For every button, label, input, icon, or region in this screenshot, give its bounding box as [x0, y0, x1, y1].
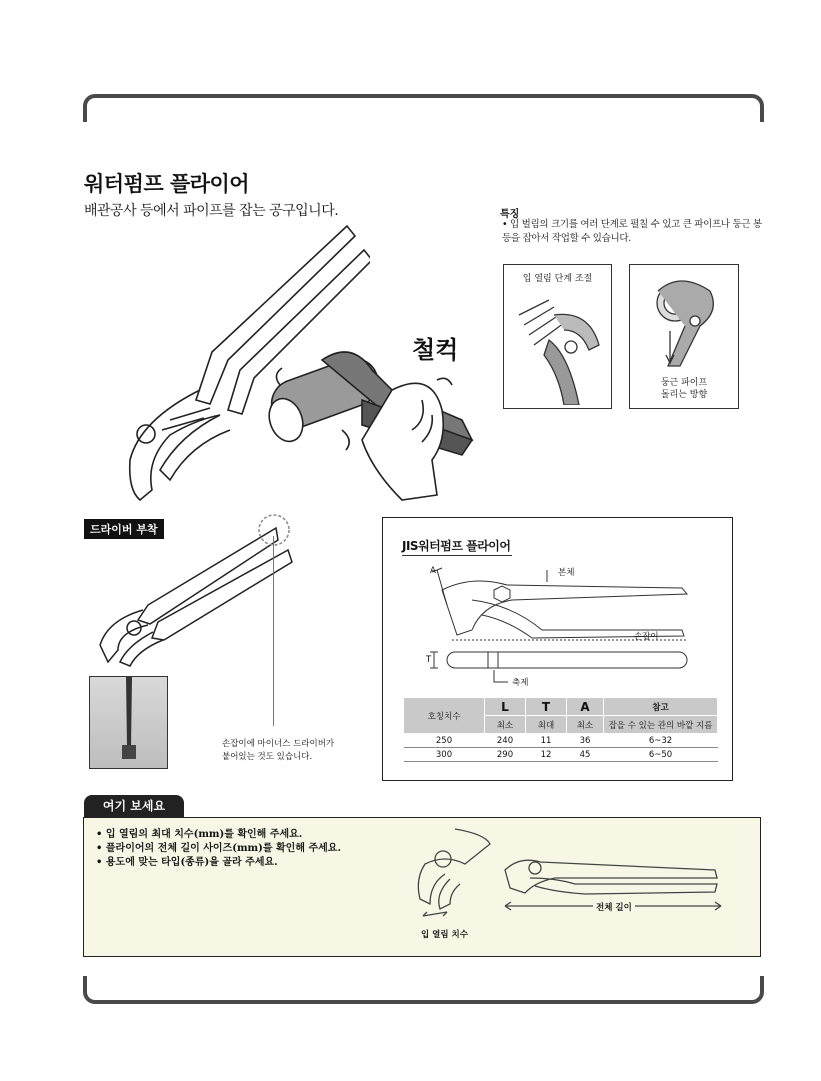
bottom-frame	[83, 976, 764, 1004]
jis-label-a: A	[430, 566, 436, 576]
features-text: • 입 벌림의 크기를 여러 단계로 펼칠 수 있고 큰 파이프나 둥근 봉 등을 잡아서 작업할 수 있습니다.	[502, 219, 762, 244]
mouth-size-label: 입 열림 치수	[421, 930, 468, 940]
col-ref-header: 참고	[604, 698, 718, 716]
driver-plier-illustration	[88, 510, 298, 670]
jis-diagram	[412, 560, 722, 695]
look-here-list	[96, 828, 341, 870]
cell-size: 300	[404, 748, 485, 762]
round-pipe-label-1: 둥근 파이프	[660, 378, 708, 388]
look-here-tag: 여기 보세요	[84, 795, 184, 817]
driver-note-line-2: 붙어있는 것도 있습니다.	[222, 752, 313, 762]
round-pipe-illustration	[640, 271, 730, 371]
clack-sound-text: 철컥	[412, 336, 459, 364]
list-item: • 입 열림의 최대 치수(mm)를 확인해 주세요.	[96, 829, 303, 840]
cell-ref: 6~50	[604, 748, 718, 762]
mouth-adjust-illustration	[509, 295, 609, 405]
cell-size: 250	[404, 734, 485, 748]
col-size-header: 호칭치수	[404, 698, 485, 734]
col-t-sub: 최대	[526, 716, 567, 734]
cell-ref: 6~32	[604, 734, 718, 748]
top-frame	[83, 94, 764, 122]
driver-note-line-1: 손잡이에 마이너스 드라이버가	[222, 739, 335, 749]
jis-label-axis: 축제	[512, 678, 529, 688]
round-pipe-box	[629, 264, 739, 409]
page-subtitle: 배관공사 등에서 파이프를 잡는 공구입니다.	[84, 203, 339, 219]
mouth-adjust-label: 입 열림 단계 조절	[522, 274, 593, 284]
col-l-header: L	[485, 698, 526, 716]
col-a-sub: 최소	[567, 716, 604, 734]
jis-spec-table	[403, 697, 718, 762]
total-length-label: 전체 길이	[593, 901, 635, 913]
mouth-adjust-box	[503, 264, 612, 409]
col-t-header: T	[526, 698, 567, 716]
page-title: 워터펌프 플라이어	[84, 172, 250, 196]
cell-l: 240	[485, 734, 526, 748]
jis-label-handle: 손잡이	[634, 632, 659, 642]
round-pipe-label-2: 돌리는 방향	[660, 390, 708, 400]
table-row	[404, 748, 718, 762]
driver-attachment-tag: 드라이버 부착	[84, 519, 164, 539]
cell-t: 11	[526, 734, 567, 748]
mouth-size-illustration	[405, 824, 495, 924]
cell-a: 45	[567, 748, 604, 762]
cell-l: 290	[485, 748, 526, 762]
col-l-sub: 최소	[485, 716, 526, 734]
cell-a: 36	[567, 734, 604, 748]
driver-note	[222, 738, 372, 764]
jis-title: JIS워터펌프 플라이어	[402, 539, 511, 553]
jis-title-underline	[402, 555, 512, 556]
col-ref-sub: 잡을 수 있는 관의 바깥 지름	[604, 716, 718, 734]
features-title: 특징	[500, 209, 520, 220]
screwdriver-illustration	[90, 677, 168, 769]
jis-label-body: 본체	[558, 568, 575, 578]
driver-callout-line	[273, 536, 274, 726]
cell-t: 12	[526, 748, 567, 762]
col-a-header: A	[567, 698, 604, 716]
list-item: • 플라이어의 전체 길이 사이즈(mm)를 확인해 주세요.	[96, 843, 341, 854]
driver-photo	[89, 676, 168, 769]
table-row	[404, 734, 718, 748]
jis-label-t: T	[426, 655, 432, 665]
list-item: • 용도에 맞는 타입(종류)을 골라 주세요.	[96, 857, 278, 868]
